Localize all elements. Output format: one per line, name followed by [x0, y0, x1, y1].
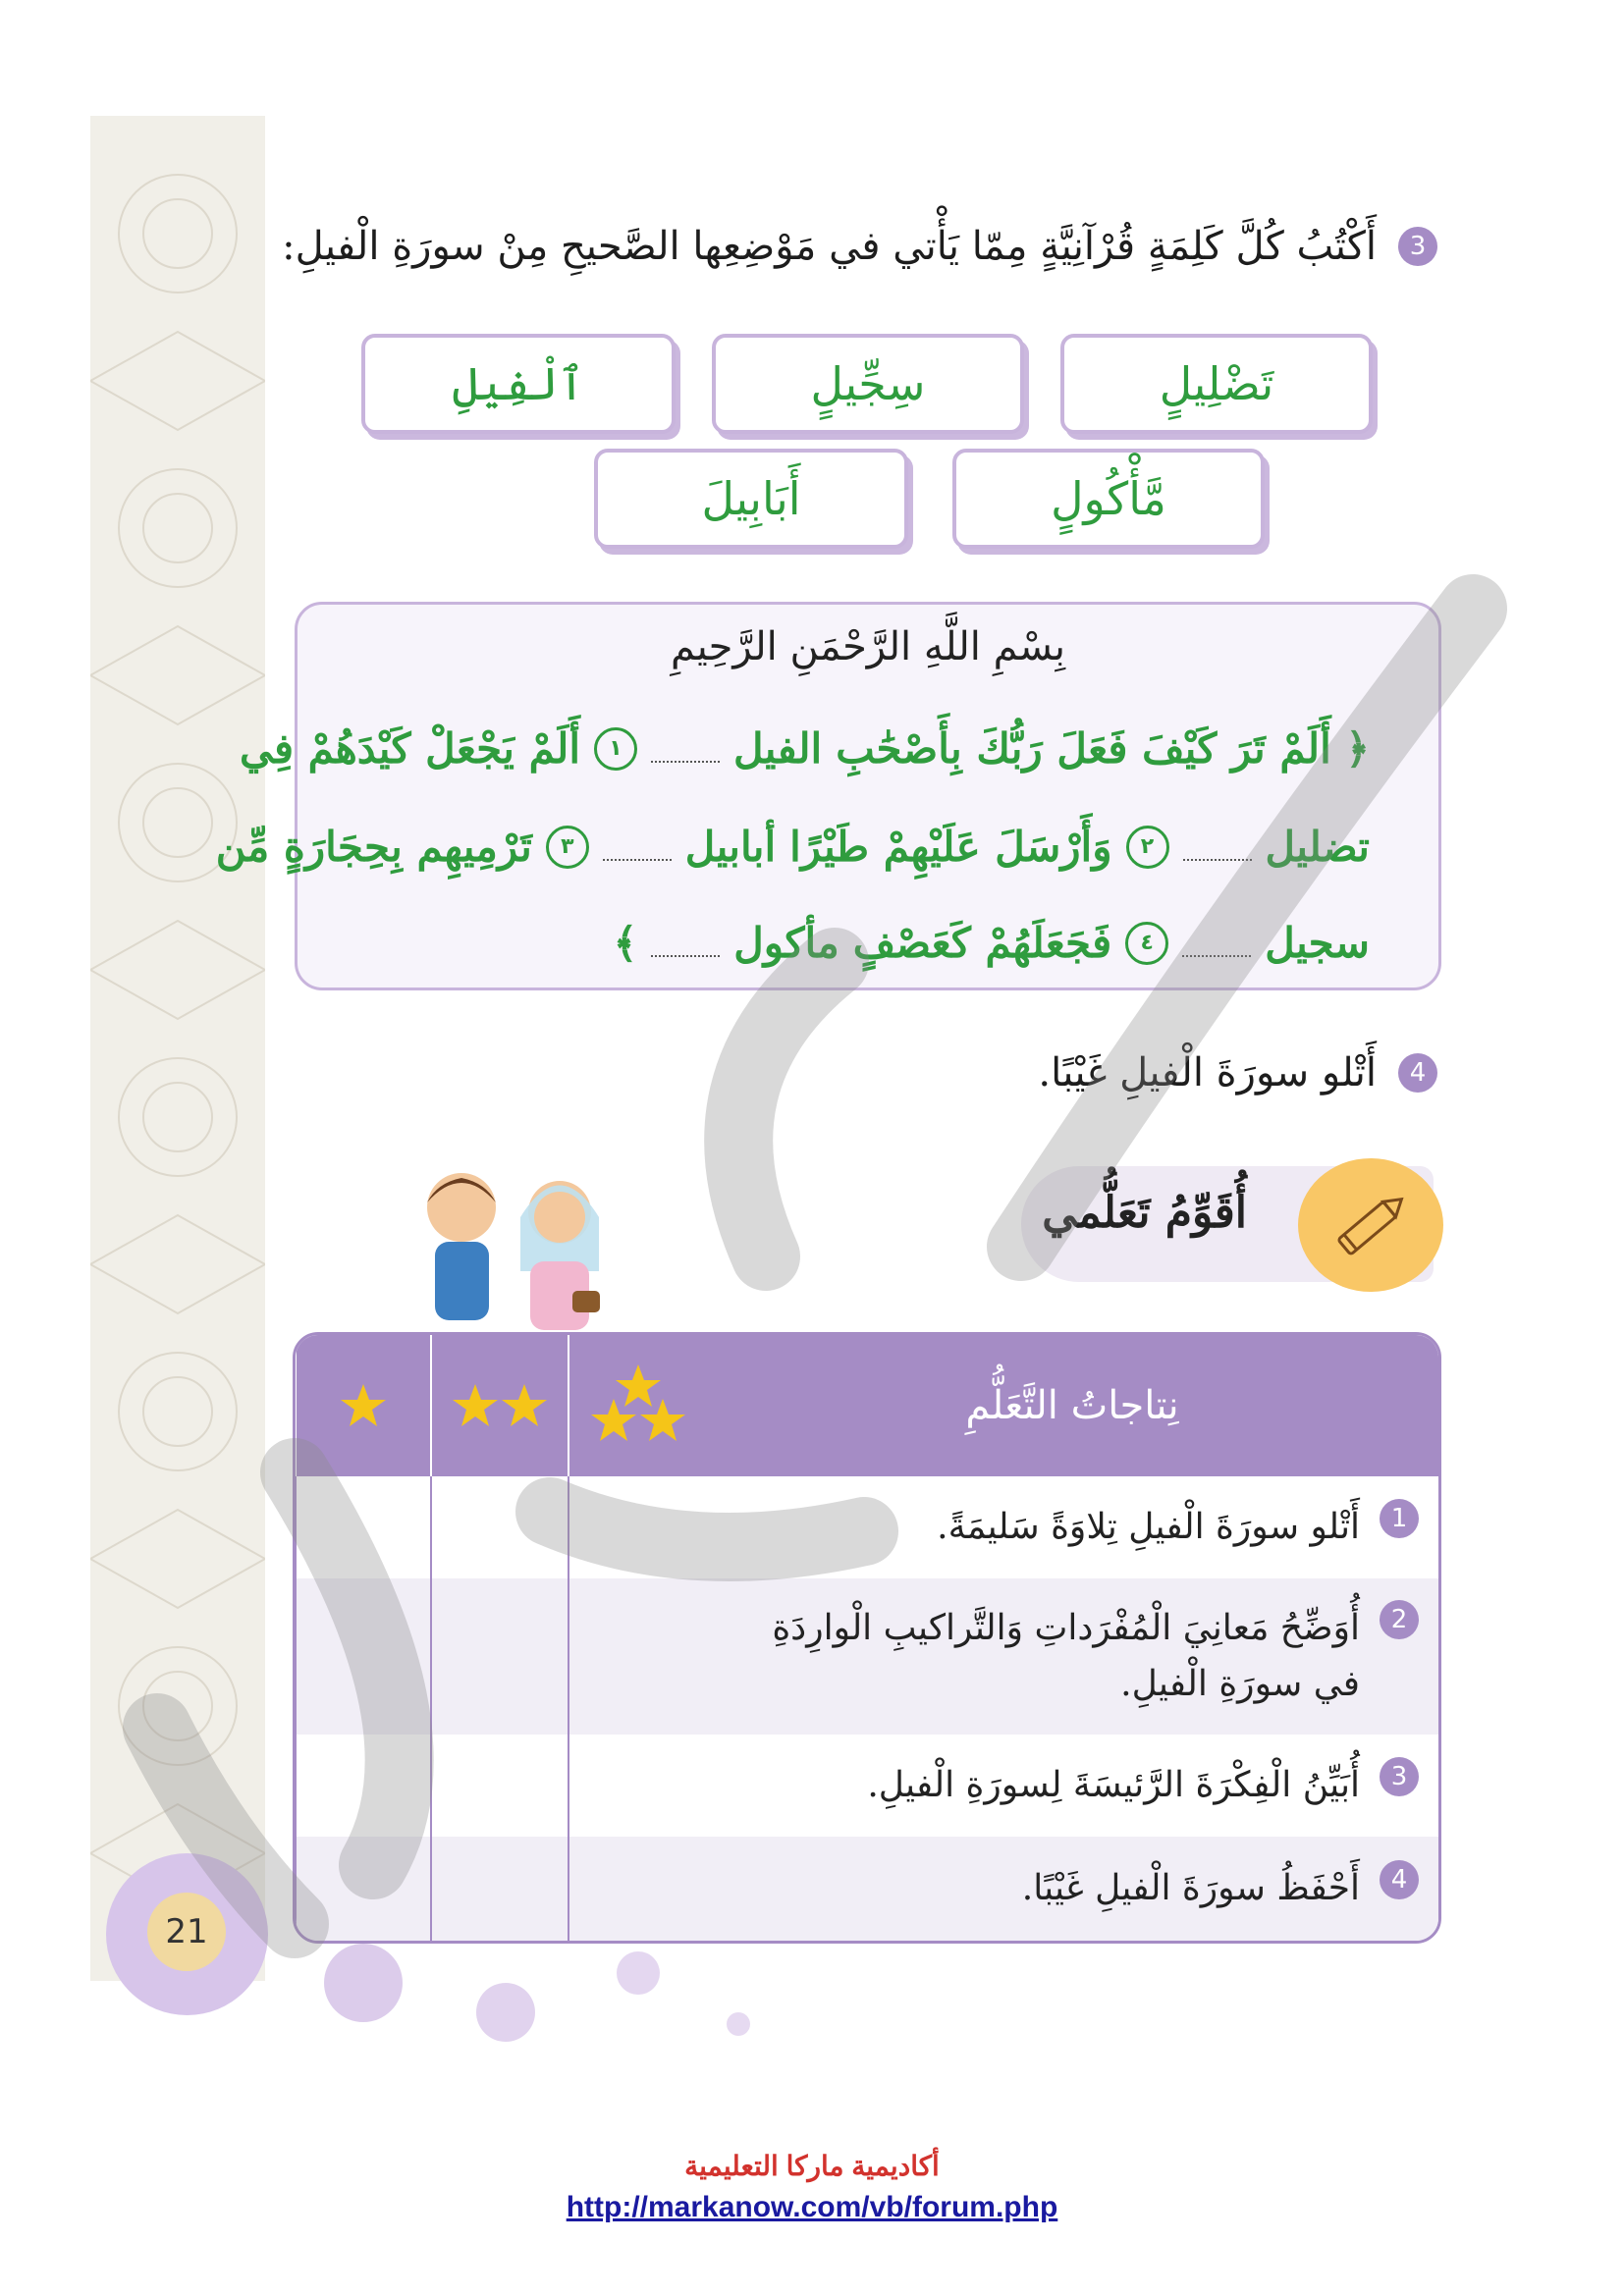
ayah-number: ٤: [1125, 922, 1168, 965]
question-text: أَتْلو سورَةَ الْفيلِ غَيْبًا.: [1038, 1050, 1377, 1095]
three-stars-icon: [570, 1362, 705, 1450]
outcome-text: أُبَيِّنُ الْفِكْرَةَ الرَّئيسَةَ لِسورَةِ الْفيلِ.: [867, 1764, 1360, 1805]
blank-line: [651, 761, 720, 763]
outcome-row: [706, 1837, 1438, 1941]
star-icon: [298, 1376, 429, 1435]
outcome-text: أَحْفَظُ سورَةَ الْفيلِ غَيْبًا.: [1021, 1868, 1360, 1909]
rating-cell[interactable]: [296, 1476, 431, 1578]
pencil-icon: [1298, 1158, 1443, 1292]
word-card[interactable]: أَبَابِيلَ: [594, 449, 908, 549]
rating-cell[interactable]: [296, 1735, 431, 1837]
rating-cell[interactable]: [568, 1476, 706, 1578]
blank-line: [651, 955, 720, 957]
verse-line: [215, 823, 1370, 871]
verse-text: تَرْمِيهِم بِحِجَارَةٍ مِّن: [215, 823, 532, 871]
section-title: أُقَوِّمُ تَعَلُّمي: [1042, 1188, 1247, 1238]
outcome-row: [706, 1476, 1438, 1578]
verse-text: ﴾: [613, 919, 638, 967]
outcome-text: أَتْلو سورَةَ الْفيلِ تِلاوَةً سَليمَةً.: [937, 1507, 1360, 1548]
rating-cell[interactable]: [431, 1735, 568, 1837]
question-number: 3: [1398, 227, 1437, 266]
verse-line: [366, 919, 1370, 967]
outcome-text: أُوَضِّحُ مَعانِيَ الْمُفْرَداتِ وَالتَّراكيبِ الْوارِدَةِ في سورَةِ الْفيلِ.: [772, 1607, 1360, 1705]
answer-blank[interactable]: تضليل: [1265, 823, 1370, 871]
footer-name: أكاديمية ماركا التعليمية: [684, 2151, 940, 2181]
rosette-decoration-icon: [314, 1934, 756, 2052]
page-number: 21: [147, 1893, 226, 1971]
verse-text: وَأَرْسَلَ عَلَيْهِمْ طَيْرًا: [789, 823, 1112, 871]
word-card[interactable]: تَضْلِيلٍ: [1060, 334, 1373, 434]
ayah-number: ١: [594, 727, 637, 771]
blank-line: [1182, 955, 1251, 957]
word-card[interactable]: ٱلْفِيلِ: [361, 334, 676, 434]
rating-column-1-star: [296, 1335, 431, 1476]
rating-column-2-stars: [431, 1335, 568, 1476]
question-3: [282, 224, 1437, 269]
outcome-number: 3: [1380, 1757, 1419, 1796]
answer-blank[interactable]: سجيل: [1265, 919, 1370, 967]
footer-link[interactable]: http://markanow.com/vb/forum.php: [566, 2191, 1058, 2223]
rating-cell[interactable]: [431, 1578, 568, 1734]
decorative-margin-pattern: [90, 116, 265, 1981]
outcome-row: [706, 1735, 1438, 1837]
surah-text-panel: [215, 602, 1441, 990]
verse-text: ﴿ أَلَمْ تَرَ كَيْفَ فَعَلَ رَبُّكَ بِأَصْحَٰبِ: [836, 724, 1370, 773]
rating-column-3-stars: [568, 1335, 706, 1476]
answer-blank[interactable]: مأكول: [733, 919, 839, 967]
basmala: بِسْمِ اللَّهِ الرَّحْمَنِ الرَّحِيمِ: [670, 624, 1066, 669]
ayah-number: ٢: [1126, 826, 1169, 869]
outcome-row: [706, 1578, 1438, 1734]
rating-cell[interactable]: [568, 1837, 706, 1941]
learning-outcomes-table: [293, 1332, 1441, 1944]
rating-cell[interactable]: [431, 1837, 568, 1941]
two-stars-icon: [433, 1376, 567, 1435]
rating-cell[interactable]: [296, 1837, 431, 1941]
word-card[interactable]: مَّأْكُولٍ: [952, 449, 1265, 549]
question-4: [1038, 1050, 1437, 1095]
verse-text: أَلَمْ يَجْعَلْ كَيْدَهُمْ فِي: [239, 724, 580, 773]
outcome-number: 2: [1380, 1600, 1419, 1639]
outcome-number: 1: [1380, 1499, 1419, 1538]
rating-cell[interactable]: [568, 1578, 706, 1734]
children-illustration-icon: [398, 1163, 623, 1335]
outcome-number: 4: [1380, 1860, 1419, 1899]
ayah-number: ٣: [546, 826, 589, 869]
outcomes-header: نِتاجاتُ التَّعَلُّمِ: [706, 1335, 1438, 1476]
answer-blank[interactable]: الفيل: [733, 724, 823, 773]
rating-cell[interactable]: [568, 1735, 706, 1837]
question-number: 4: [1398, 1053, 1437, 1093]
answer-blank[interactable]: أبابيل: [684, 823, 777, 871]
rating-cell[interactable]: [431, 1476, 568, 1578]
word-card[interactable]: سِجِّيلٍ: [712, 334, 1024, 434]
verse-text: فَجَعَلَهُمْ كَعَصْفٍ: [852, 919, 1112, 967]
ornament-pattern-icon: [90, 116, 265, 1981]
verse-line: [239, 724, 1370, 773]
question-text: أَكْتُبُ كُلَّ كَلِمَةٍ قُرْآنِيَّةٍ مِمّا يَأْتي في مَوْضِعِها الصَّحيحِ مِنْ سورَةِ الْفيلِ:: [282, 224, 1377, 269]
rating-cell[interactable]: [296, 1578, 431, 1734]
blank-line: [603, 859, 672, 861]
blank-line: [1183, 859, 1252, 861]
